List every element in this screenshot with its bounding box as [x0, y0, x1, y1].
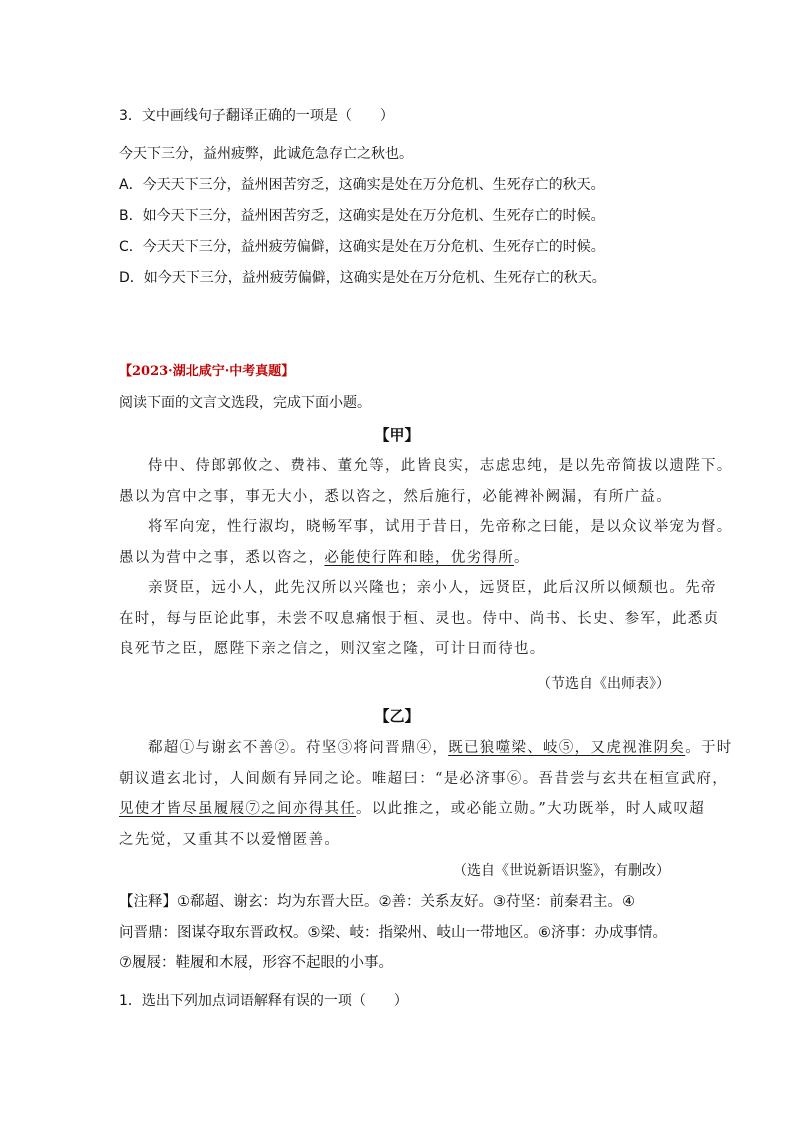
passage-line: [119, 733, 733, 764]
passage-segment: 。以此推之，或必能立勋。”大功既举，时人咸叹超: [356, 801, 706, 817]
reading-instruction: 阅读下面的文言文选段，完成下面小题。: [119, 395, 371, 411]
annotation-line: ⑦履屐：鞋履和木屐，形容不起眼的小事。: [119, 955, 393, 971]
passage-line: 良死节之臣，愿陛下亲之信之，则汉室之隆，可计日而待也。: [119, 641, 546, 657]
question-3-sentence: 今天下三分，益州疲弊，此诚危急存亡之秋也。: [119, 146, 413, 162]
passage-jia-title: 【甲】: [374, 426, 420, 444]
option-d: D．如今天下三分，益州疲劳偏僻，这确实是处在万分危机、生死存亡的秋天。: [119, 270, 606, 286]
passage-segment: 郗超①与谢玄不善②。苻坚③将问晋鼎④，: [148, 740, 449, 756]
passage-jia-text: [119, 451, 733, 665]
annotation-line: 问晋鼎：图谋夺取东晋政权。⑤梁、岐：指梁州、岐山一带地区。⑥济事：办成事情。: [119, 924, 667, 941]
passage-segment: 愚以为营中之事，悉以咨之，: [119, 549, 325, 566]
underlined-sentence: 见使才皆尽虽履屐⑦之间亦得其任: [119, 801, 356, 817]
question-3-stem: 3．文中画线句子翻译正确的一项是（ ）: [119, 108, 394, 124]
passage-line: 亲贤臣，远小人，此先汉所以兴隆也；亲小人，远贤臣，此后汉所以倾颓也。先帝: [148, 580, 717, 596]
passage-line: [119, 794, 706, 825]
passage-line: 朝议遣玄北讨，人间颇有异同之论。唯超曰：“是必济事⑥。吾昔尝与玄共在桓宣武府，: [119, 770, 729, 787]
annotation-line: 【注释】①郗超、谢玄：均为东晋大臣。②善：关系友好。③苻坚：前秦君主。④: [119, 894, 635, 910]
passage-line: 之先觉，又重其不以爱憎匿善。: [119, 831, 341, 848]
passage-yi-title: 【乙】: [374, 707, 420, 725]
passage-yi-text: [119, 733, 733, 855]
passage-line: [119, 543, 679, 574]
passage-jia-source: （节选自《出师表》）: [537, 676, 670, 692]
passage-segment: 。于时: [685, 740, 733, 756]
passage-line: 将军向宠，性行淑均，晓畅军事，试用于昔日，先帝称之曰能，是以众议举宠为督。: [148, 519, 733, 535]
annotations: [119, 887, 679, 979]
passage-segment: 。: [514, 549, 530, 566]
option-c: C．今天天下三分，益州疲劳偏僻，这确实是处在万分危机、生死存亡的时候。: [119, 239, 605, 255]
underlined-sentence: 必能使行阵和睦，优劣得所: [324, 549, 515, 566]
option-a: A．今天天下三分，益州困苦穷乏，这确实是处在万分危机、生死存亡的秋天。: [119, 177, 605, 193]
passage-line: 愚以为宫中之事，事无大小，悉以咨之，然后施行，必能裨补阙漏，有所广益。: [119, 488, 672, 505]
underlined-sentence: 既已狼噬梁、岐⑤，又虎视淮阴矣: [448, 740, 686, 756]
exam-source-tag: 【2023·湖北咸宁·中考真题】: [119, 364, 295, 379]
option-b: B．如今天下三分，益州困苦穷乏，这确实是处在万分危机、生死存亡的时候。: [119, 208, 605, 224]
question-1-stem: 1．选出下列加点词语解释有误的一项（ ）: [119, 993, 408, 1009]
passage-line: 在时，每与臣论此事，未尝不叹息痛恨于桓、灵也。侍中、尚书、长史、参军，此悉贞: [119, 610, 720, 627]
passage-yi-source: （选自《世说新语识鉴》，有删改）: [453, 863, 670, 879]
passage-line: 侍中、侍郎郭攸之、费祎、董允等，此皆良实，志虑忠纯，是以先帝简拔以遗陛下。: [148, 458, 733, 474]
